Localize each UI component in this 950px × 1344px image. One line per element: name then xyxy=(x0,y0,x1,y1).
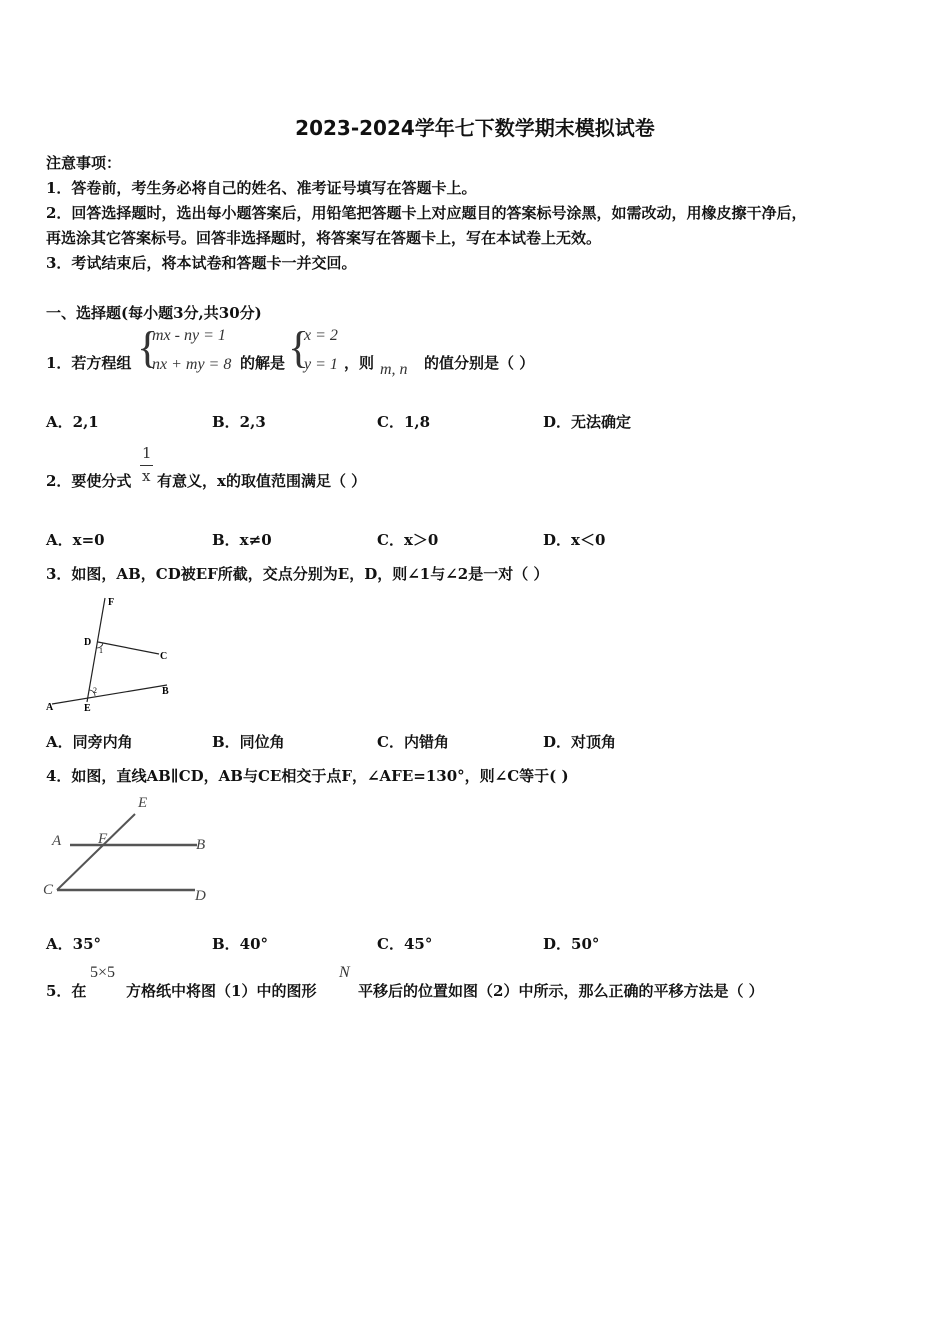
q4-option-d: D．50° xyxy=(543,935,600,953)
q2-fraction-bar xyxy=(140,465,153,466)
q2-option-c: C．x＞0 xyxy=(377,531,439,549)
q4-label-d: D xyxy=(195,888,206,904)
q5-grid-size: 5×5 xyxy=(90,964,116,981)
q2-suffix: 有意义，x的取值范围满足（ ） xyxy=(157,472,367,490)
q3-label-b: B xyxy=(162,686,169,697)
q1-brace-left: { xyxy=(137,323,159,372)
q1-solution-1: x = 2 xyxy=(304,327,338,344)
q1-equation-2: nx + my = 8 xyxy=(152,356,232,373)
q1-solution-2: y = 1 xyxy=(304,356,338,373)
q3-figure xyxy=(40,590,190,716)
q1-brace-right: { xyxy=(288,323,310,372)
q3-option-b: B．同位角 xyxy=(212,733,285,751)
q4-figure xyxy=(40,790,220,910)
notice-item: 3．考试结束后，将本试卷和答题卡一并交回。 xyxy=(46,254,357,272)
q1-prefix: 1．若方程组 xyxy=(46,354,132,372)
q3-option-c: C．内错角 xyxy=(377,733,449,751)
q2-option-a: A．x=0 xyxy=(46,531,105,549)
q3-text: 3．如图，AB，CD被EF所截，交点分别为E，D，则∠1与∠2是一对（ ） xyxy=(46,565,549,583)
q1-variables: m, n xyxy=(380,361,408,378)
notice-item: 再选涂其它答案标号。回答非选择题时，将答案写在答题卡上，写在本试卷上无效。 xyxy=(46,229,602,247)
q1-option-b: B．2,3 xyxy=(212,413,266,431)
q3-option-d: D．对顶角 xyxy=(543,733,617,751)
notice-item: 1．答卷前，考生务必将自己的姓名、准考证号填写在答题卡上。 xyxy=(46,179,477,197)
notice-heading: 注意事项： xyxy=(46,154,122,172)
q4-text: 4．如图，直线AB∥CD，AB与CE相交于点F，∠AFE=130°，则∠C等于( ) xyxy=(46,767,569,785)
q3-label-d: D xyxy=(84,637,92,648)
q2-option-d: D．x＜0 xyxy=(543,531,606,549)
q3-label-e: E xyxy=(84,703,91,714)
q4-label-e: E xyxy=(138,795,148,811)
q1-then: ，则 xyxy=(344,354,375,372)
q5-mid: 方格纸中将图（1）中的图形 xyxy=(126,982,317,1000)
q3-label-angle-1: 1 xyxy=(99,646,103,655)
q4-option-c: C．45° xyxy=(377,935,433,953)
q5-prefix: 5．在 xyxy=(46,982,87,1000)
q3-label-f: F xyxy=(108,597,115,608)
q1-mid: 的解是 xyxy=(240,354,286,372)
page-title: 2023-2024学年七下数学期末模拟试卷 xyxy=(295,116,655,140)
q4-label-c: C xyxy=(43,882,54,898)
q4-label-b: B xyxy=(196,837,206,853)
q2-denominator: x xyxy=(142,467,151,485)
q2-option-b: B．x≠0 xyxy=(212,531,272,549)
q1-option-a: A．2,1 xyxy=(46,413,99,431)
q4-option-b: B．40° xyxy=(212,935,269,953)
q1-option-c: C．1,8 xyxy=(377,413,431,431)
q2-numerator: 1 xyxy=(142,444,152,462)
q3-label-angle-2: 2 xyxy=(93,686,97,695)
section-heading: 一、选择题(每小题3分,共30分) xyxy=(46,304,262,322)
q4-option-a: A．35° xyxy=(46,935,102,953)
q4-label-f: F xyxy=(98,831,108,847)
q5-shape-name: N xyxy=(339,964,350,981)
q3-option-a: A．同旁内角 xyxy=(46,733,133,751)
q2-prefix: 2．要使分式 xyxy=(46,472,132,490)
notice-item: 2．回答选择题时，选出每小题答案后，用铅笔把答题卡上对应题目的答案标号涂黑，如需改动，用橡皮擦干净后， xyxy=(46,204,807,222)
q1-suffix: 的值分别是（ ） xyxy=(424,354,535,372)
q3-label-c: C xyxy=(160,651,168,662)
q4-label-a: A xyxy=(52,833,62,849)
q5-suffix: 平移后的位置如图（2）中所示，那么正确的平移方法是（ ） xyxy=(358,982,764,1000)
q1-equation-1: mx - ny = 1 xyxy=(152,327,226,344)
q3-label-a: A xyxy=(46,702,54,713)
q1-option-d: D．无法确定 xyxy=(543,413,632,431)
